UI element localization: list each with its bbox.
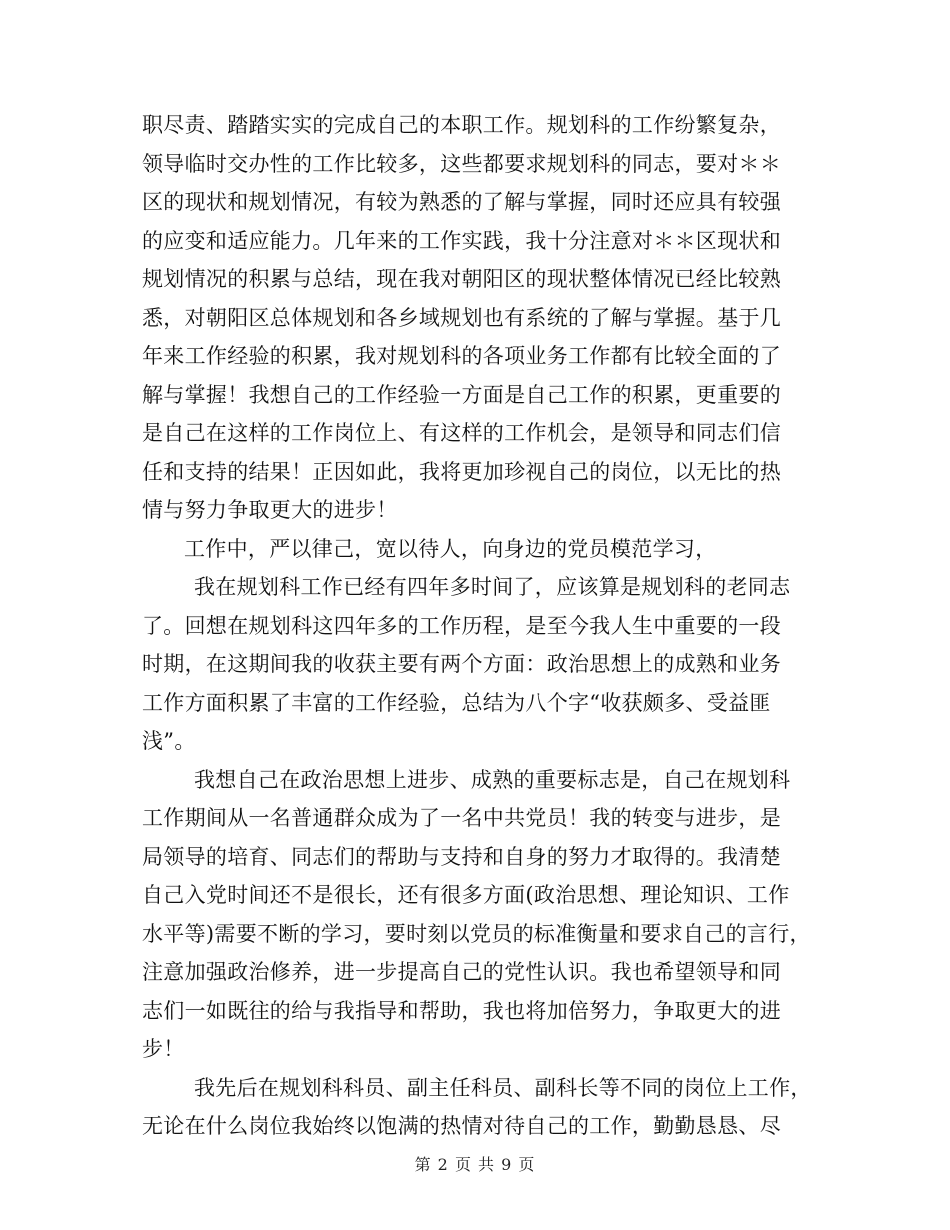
- text-line: 水平等)需要不断的学习，要时刻以党员的标准衡量和要求自己的言行，: [142, 921, 811, 946]
- text-line: 工作方面积累了丰富的工作经验，总结为八个字“收获颇多、受益匪: [142, 690, 771, 715]
- text-line: 自己入党时间还不是很长，还有很多方面(政治思想、理论知识、工作: [142, 883, 790, 907]
- text-line: 解与掌握！我想自己的工作经验一方面是自己工作的积累，更重要的: [142, 382, 781, 407]
- document-body: [142, 106, 812, 1146]
- text-line: 的应变和适应能力。几年来的工作实践，我十分注意对＊＊区现状和: [142, 228, 781, 253]
- text-line: 工作期间从一名普通群众成为了一名中共党员！我的转变与进步，是: [142, 806, 781, 830]
- text-line: 注意加强政治修养，进一步提高自己的党性认识。我也希望领导和同: [142, 960, 781, 984]
- text-line: 规划情况的积累与总结，现在我对朝阳区的现状整体情况已经比较熟: [142, 267, 781, 291]
- text-line: 任和支持的结果！正因如此，我将更加珍视自己的岗位，以无比的热: [142, 459, 781, 484]
- text-line: 了。回想在规划科这四年多的工作历程，是至今我人生中重要的一段: [142, 613, 781, 638]
- paragraph-start-line: 工作中，严以律己，宽以待人，向身边的党员模范学习，: [184, 536, 717, 561]
- page-number-footer: 第 2 页 共 9 页: [414, 1155, 536, 1174]
- text-line: 无论在什么岗位我始终以饱满的热情对待自己的工作，勤勤恳恳、尽: [142, 1114, 781, 1138]
- text-line: 职尽责、踏踏实实的完成自己的本职工作。规划科的工作纷繁复杂，: [142, 113, 781, 137]
- text-line: 时期，在这期间我的收获主要有两个方面：政治思想上的成熟和业务: [142, 652, 781, 676]
- text-line: 是自己在这样的工作岗位上、有这样的工作机会，是领导和同志们信: [142, 421, 781, 445]
- paragraph-start-line: 我先后在规划科科员、副主任科员、副科长等不同的岗位上工作，: [194, 1075, 812, 1100]
- paragraph-start-line: 我想自己在政治思想上进步、成熟的重要标志是，自己在规划科: [194, 767, 791, 792]
- text-line: 区的现状和规划情况，有较为熟悉的了解与掌握，同时还应具有较强: [142, 190, 781, 214]
- text-line: 局领导的培育、同志们的帮助与支持和自身的努力才取得的。我清楚: [142, 844, 781, 869]
- text-line: 悉，对朝阳区总体规划和各乡域规划也有系统的了解与掌握。基于几: [142, 305, 781, 330]
- text-line: 志们一如既往的给与我指导和帮助，我也将加倍努力，争取更大的进: [142, 998, 781, 1023]
- text-line: 情与努力争取更大的进步！: [142, 498, 398, 522]
- text-line: 年来工作经验的积累，我对规划科的各项业务工作都有比较全面的了: [142, 344, 781, 368]
- text-line: 浅”。: [142, 729, 196, 753]
- text-line: 步！: [142, 1037, 185, 1061]
- paragraph-start-line: 我在规划科工作已经有四年多时间了，应该算是规划科的老同志: [194, 575, 791, 599]
- text-line: 领导临时交办性的工作比较多，这些都要求规划科的同志，要对＊＊: [142, 151, 781, 176]
